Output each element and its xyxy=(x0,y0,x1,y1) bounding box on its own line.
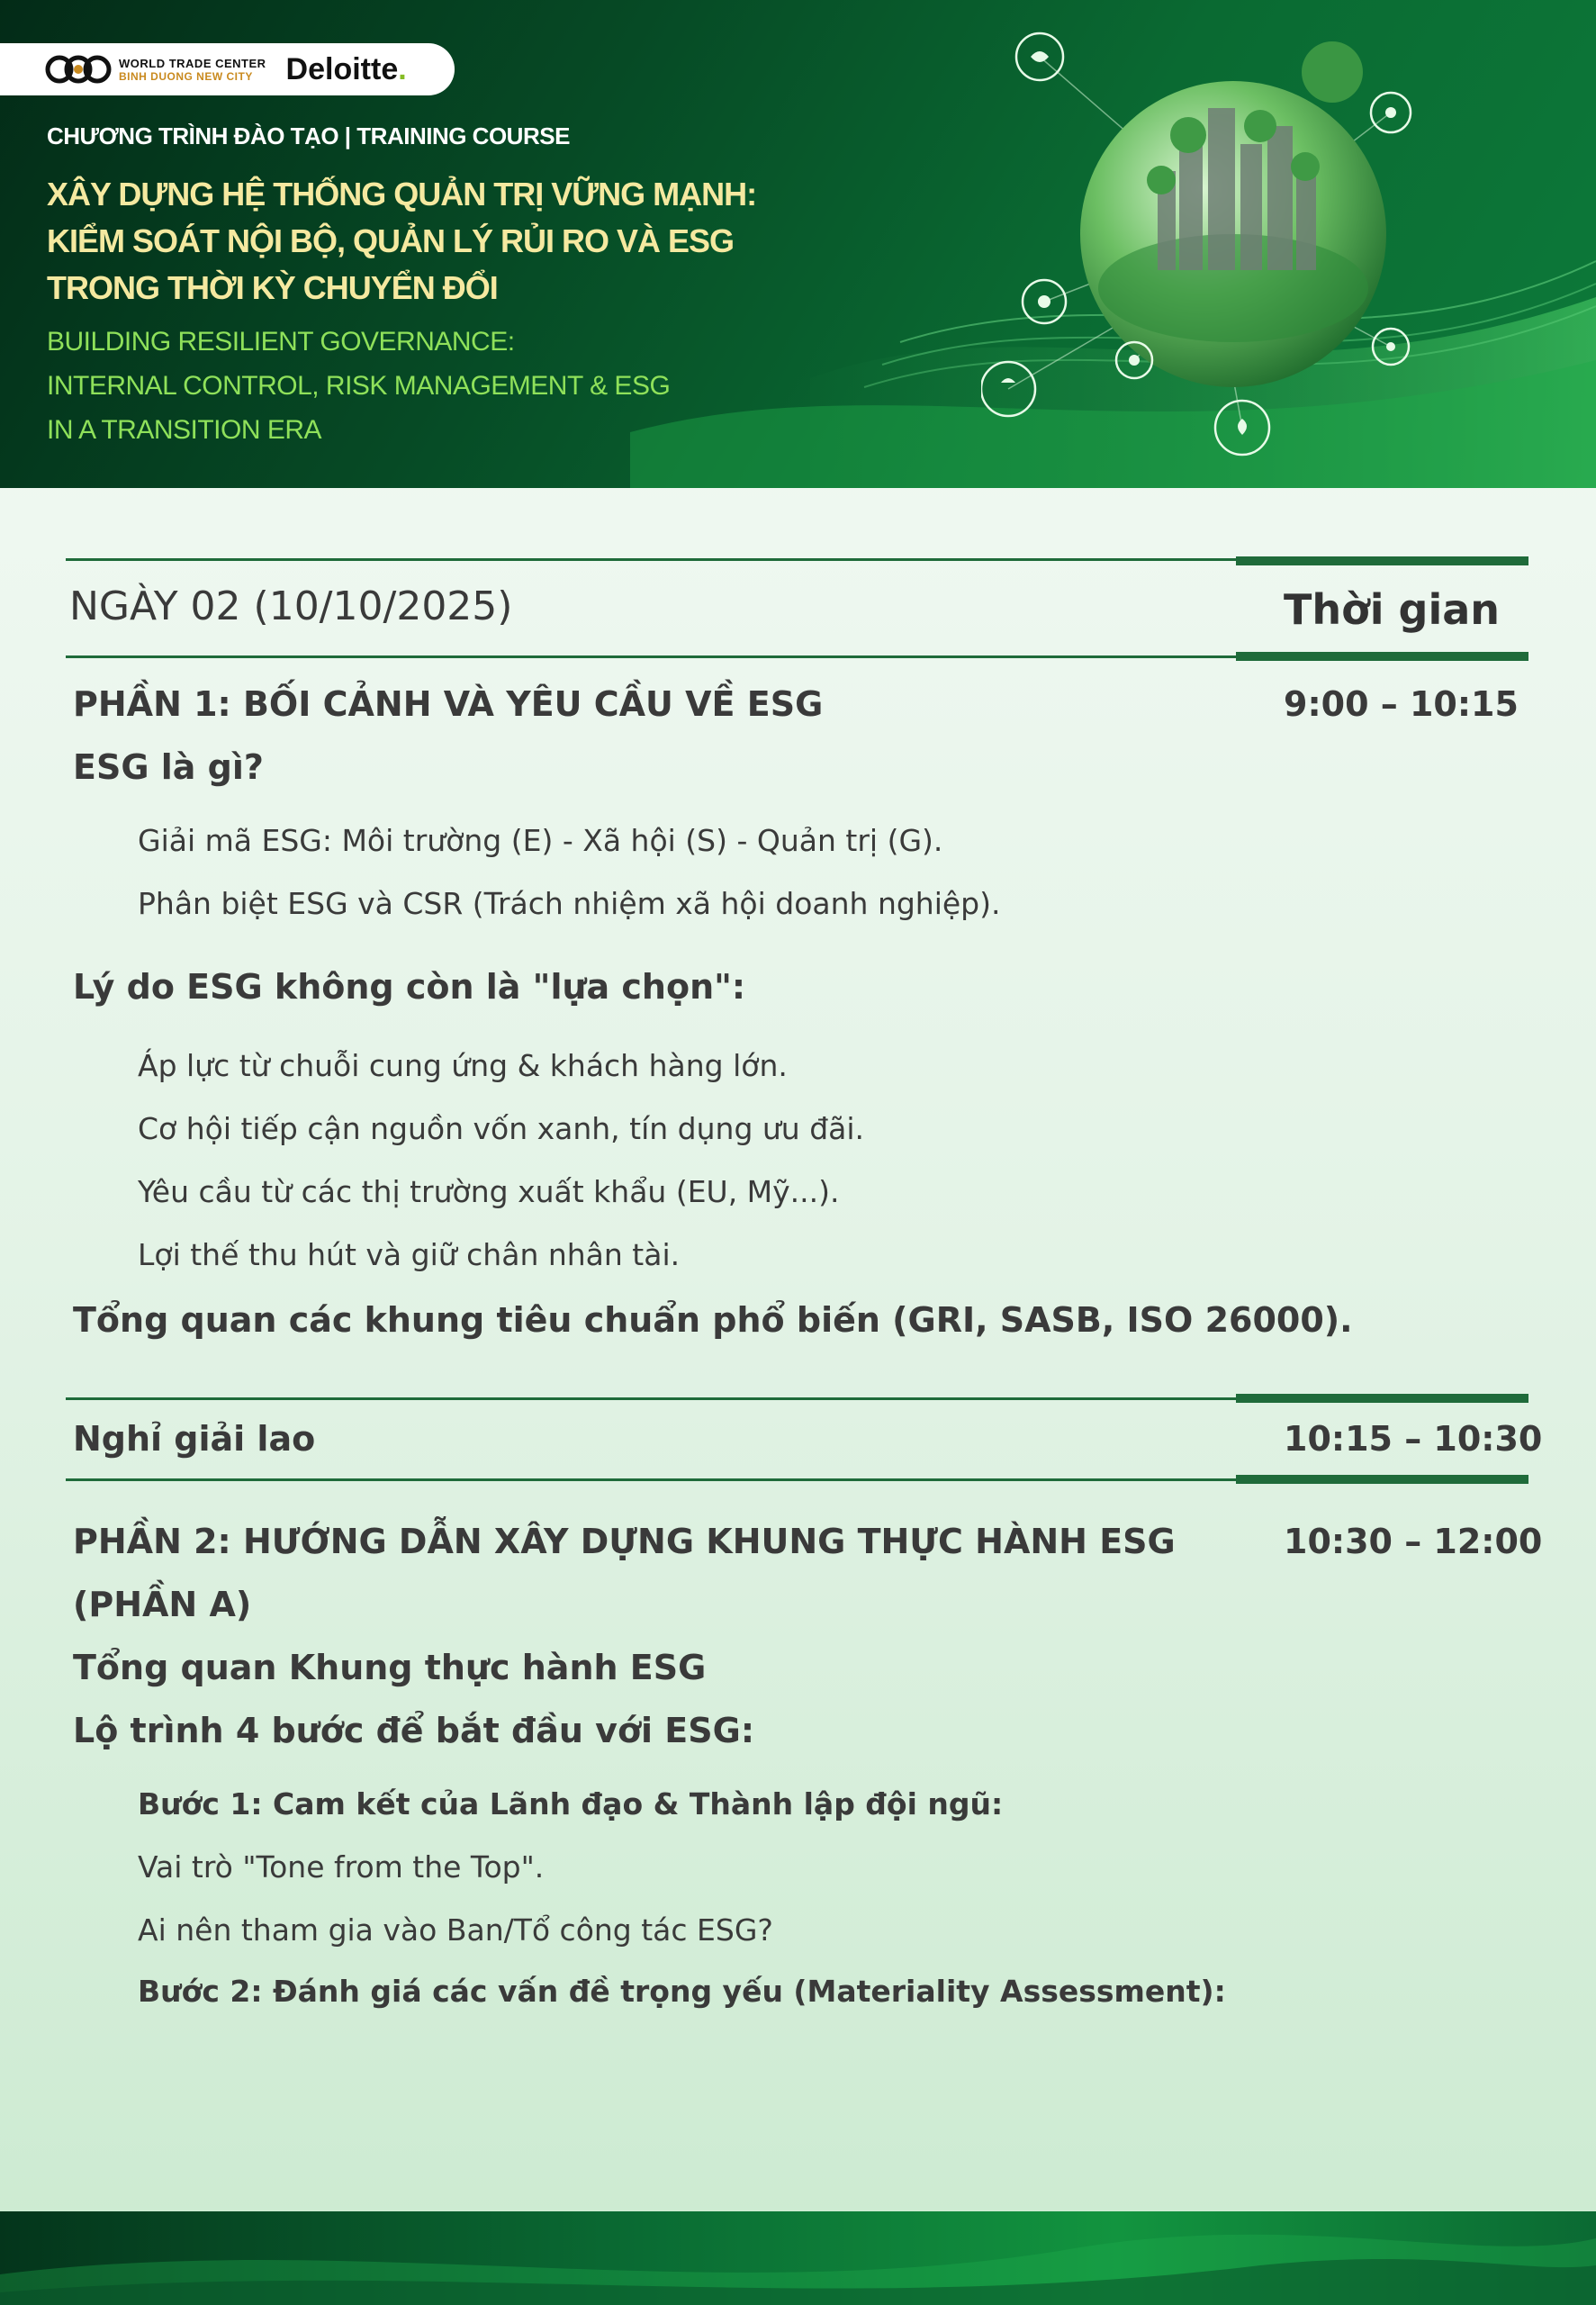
brand-name: Deloitte xyxy=(285,51,399,86)
time-column-header: Thời gian xyxy=(1284,585,1500,634)
break-label: Nghỉ giải lao xyxy=(73,1419,316,1459)
partner-name-line1: WORLD TRADE CENTER xyxy=(119,56,266,70)
frameworks-overview: Tổng quan các khung tiêu chuẩn phổ biến (GRI, SASB, ISO 26000). xyxy=(73,1300,1353,1340)
part1-time: 9:00 – 10:15 xyxy=(1284,684,1519,724)
roadmap-heading: Lộ trình 4 bước để bắt đầu với ESG: xyxy=(73,1711,755,1750)
step1-heading: Bước 1: Cam kết của Lãnh đạo & Thành lập đội ngũ: xyxy=(138,1786,1004,1821)
course-title-vietnamese xyxy=(47,171,857,312)
divider-accent xyxy=(1236,556,1528,565)
title-vi-line: TRONG THỜI KỲ CHUYỂN ĐỔI xyxy=(47,269,498,306)
title-en-line: IN A TRANSITION ERA xyxy=(47,415,322,445)
divider-accent xyxy=(1236,1475,1528,1484)
brand-dot: . xyxy=(398,51,407,86)
title-en-line: INTERNAL CONTROL, RISK MANAGEMENT & ESG xyxy=(47,371,671,401)
footer-wave-graphic xyxy=(0,2211,1596,2305)
divider-line xyxy=(66,655,1236,658)
divider-line xyxy=(66,1478,1236,1481)
list-item: Lợi thế thu hút và giữ chân nhân tài. xyxy=(138,1237,681,1272)
part1-title: PHẦN 1: BỐI CẢNH VÀ YÊU CẦU VỀ ESG xyxy=(73,684,824,724)
header-banner xyxy=(0,0,1596,488)
deloitte-logo xyxy=(286,52,407,87)
title-vi-line: XÂY DỰNG HỆ THỐNG QUẢN TRỊ VỮNG MẠNH: xyxy=(47,176,757,212)
list-item: Vai trò "Tone from the Top". xyxy=(138,1849,545,1885)
reasons-heading: Lý do ESG không còn là "lựa chọn": xyxy=(73,967,746,1007)
part2-time: 10:30 – 12:00 xyxy=(1284,1522,1543,1561)
divider-line xyxy=(66,1397,1236,1400)
break-time: 10:15 – 10:30 xyxy=(1284,1419,1543,1459)
framework-overview-heading: Tổng quan Khung thực hành ESG xyxy=(73,1648,707,1687)
day-title: NGÀY 02 (10/10/2025) xyxy=(69,583,513,629)
list-item: Ai nên tham gia vào Ban/Tổ công tác ESG? xyxy=(138,1912,773,1948)
course-label: CHƯƠNG TRÌNH ĐÀO TẠO | TRAINING COURSE xyxy=(47,122,570,149)
partner-logo-bar xyxy=(0,43,455,95)
divider-line xyxy=(66,558,1236,561)
title-en-line: BUILDING RESILIENT GOVERNANCE: xyxy=(47,327,515,357)
list-item: Giải mã ESG: Môi trường (E) - Xã hội (S) - Quản trị (G). xyxy=(138,823,943,858)
footer-band xyxy=(0,2211,1596,2305)
part2-title-line2: (PHẦN A) xyxy=(73,1585,252,1624)
what-is-esg-heading: ESG là gì? xyxy=(73,747,264,787)
esg-globe-illustration xyxy=(981,18,1449,468)
title-vi-line: KIỂM SOÁT NỘI BỘ, QUẢN LÝ RỦI RO VÀ ESG xyxy=(47,222,735,259)
list-item: Phân biệt ESG và CSR (Trách nhiệm xã hội doanh nghiệp). xyxy=(138,886,1001,921)
list-item: Yêu cầu từ các thị trường xuất khẩu (EU, Mỹ...). xyxy=(138,1174,840,1209)
step2-heading: Bước 2: Đánh giá các vấn đề trọng yếu (Materiality Assessment): xyxy=(138,1974,1226,2009)
partner-name-line2: BINH DUONG NEW CITY xyxy=(119,69,253,83)
divider-accent xyxy=(1236,1394,1528,1403)
course-title-english xyxy=(47,320,857,452)
list-item: Áp lực từ chuỗi cung ứng & khách hàng lớn. xyxy=(138,1048,788,1083)
list-item: Cơ hội tiếp cận nguồn vốn xanh, tín dụng ưu đãi. xyxy=(138,1111,865,1146)
divider-accent xyxy=(1236,652,1528,661)
wtc-logo-icon xyxy=(45,52,112,86)
part2-title-line1: PHẦN 2: HƯỚNG DẪN XÂY DỰNG KHUNG THỰC HÀNH ESG xyxy=(73,1522,1176,1561)
